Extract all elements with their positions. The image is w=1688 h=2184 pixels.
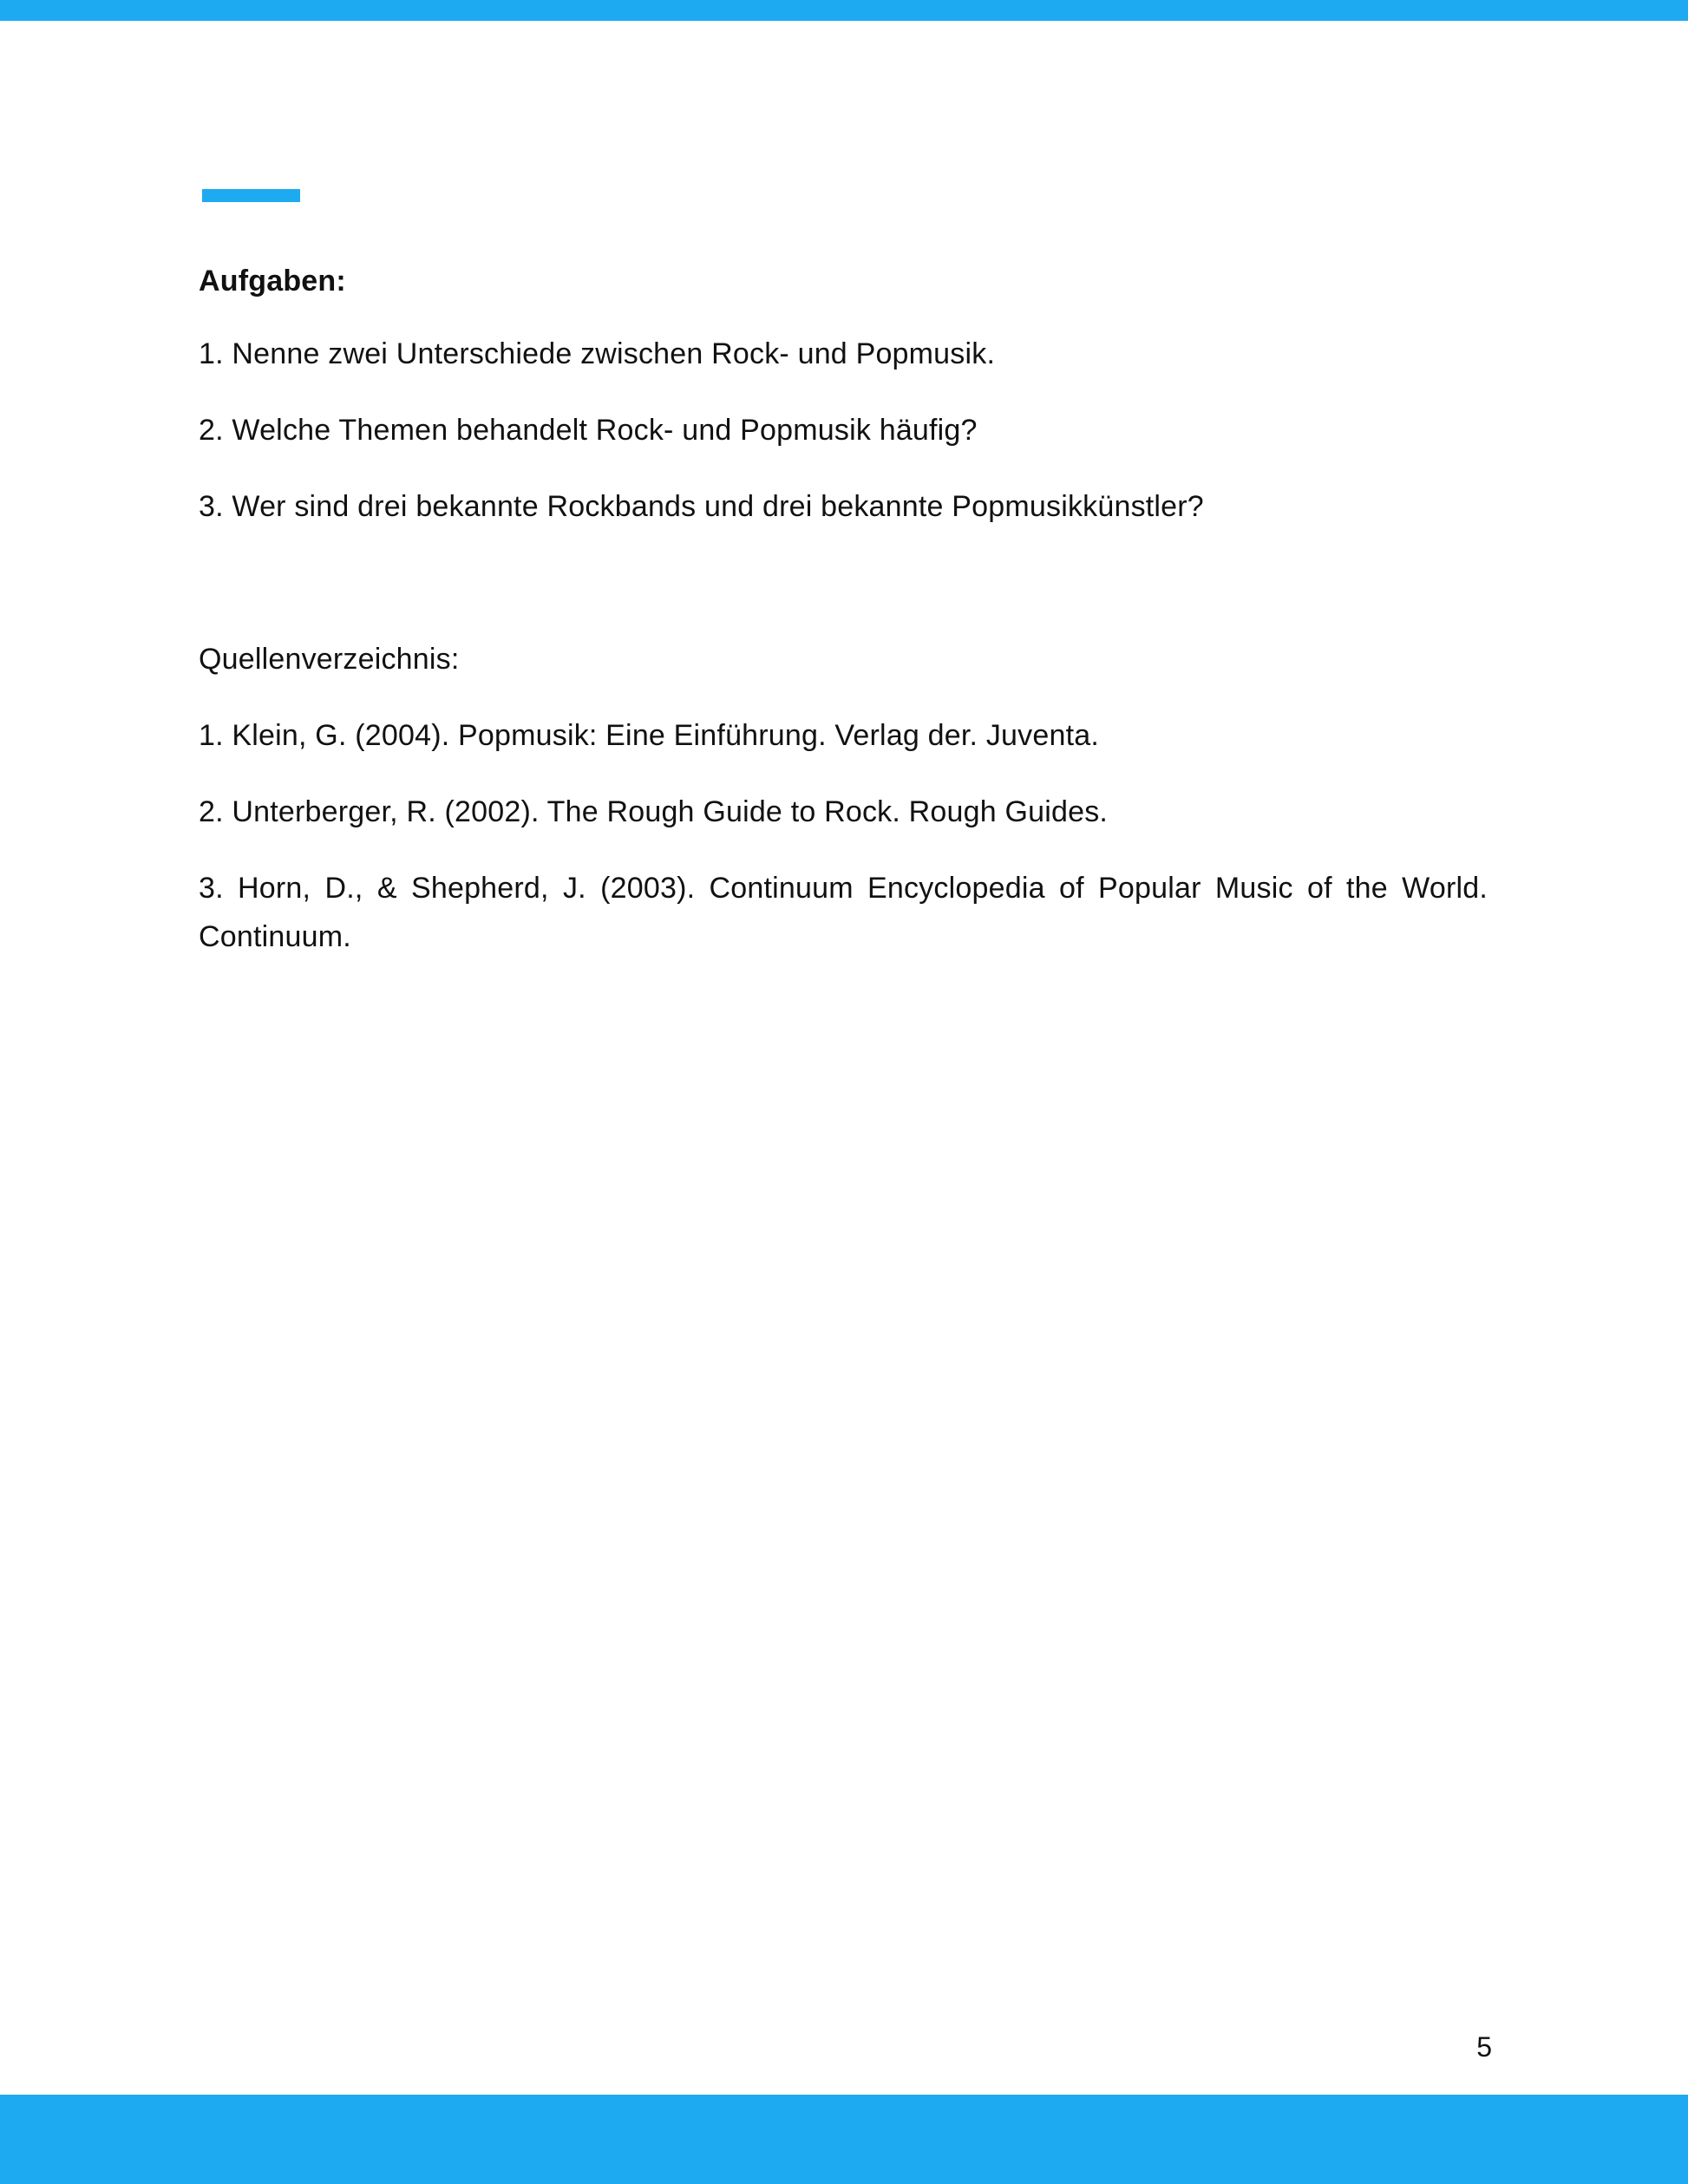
bottom-accent-bar bbox=[0, 2095, 1688, 2184]
section-accent-rule bbox=[202, 189, 300, 202]
sources-heading: Quellenverzeichnis: bbox=[199, 643, 460, 676]
section-spacer bbox=[199, 559, 1488, 635]
task-item: 1. Nenne zwei Unterschiede zwischen Rock- und Popmusik. bbox=[199, 337, 996, 370]
page-number: 5 bbox=[1476, 2031, 1492, 2063]
source-item: 3. Horn, D., & Shepherd, J. (2003). Continuum Encyclopedia of Popular Music of the World. Continuum. bbox=[199, 872, 1488, 953]
task-item: 2. Welche Themen behandelt Rock- und Popmusik häufig? bbox=[199, 414, 978, 447]
page-content bbox=[199, 260, 1488, 989]
source-item: 1. Klein, G. (2004). Popmusik: Eine Einführung. Verlag der. Juventa. bbox=[199, 719, 1099, 752]
top-accent-bar bbox=[0, 0, 1688, 21]
task-item: 3. Wer sind drei bekannte Rockbands und drei bekannte Popmusikkünstler? bbox=[199, 490, 1204, 523]
tasks-heading: Aufgaben: bbox=[199, 265, 346, 298]
source-item: 2. Unterberger, R. (2002). The Rough Guide to Rock. Rough Guides. bbox=[199, 795, 1109, 828]
